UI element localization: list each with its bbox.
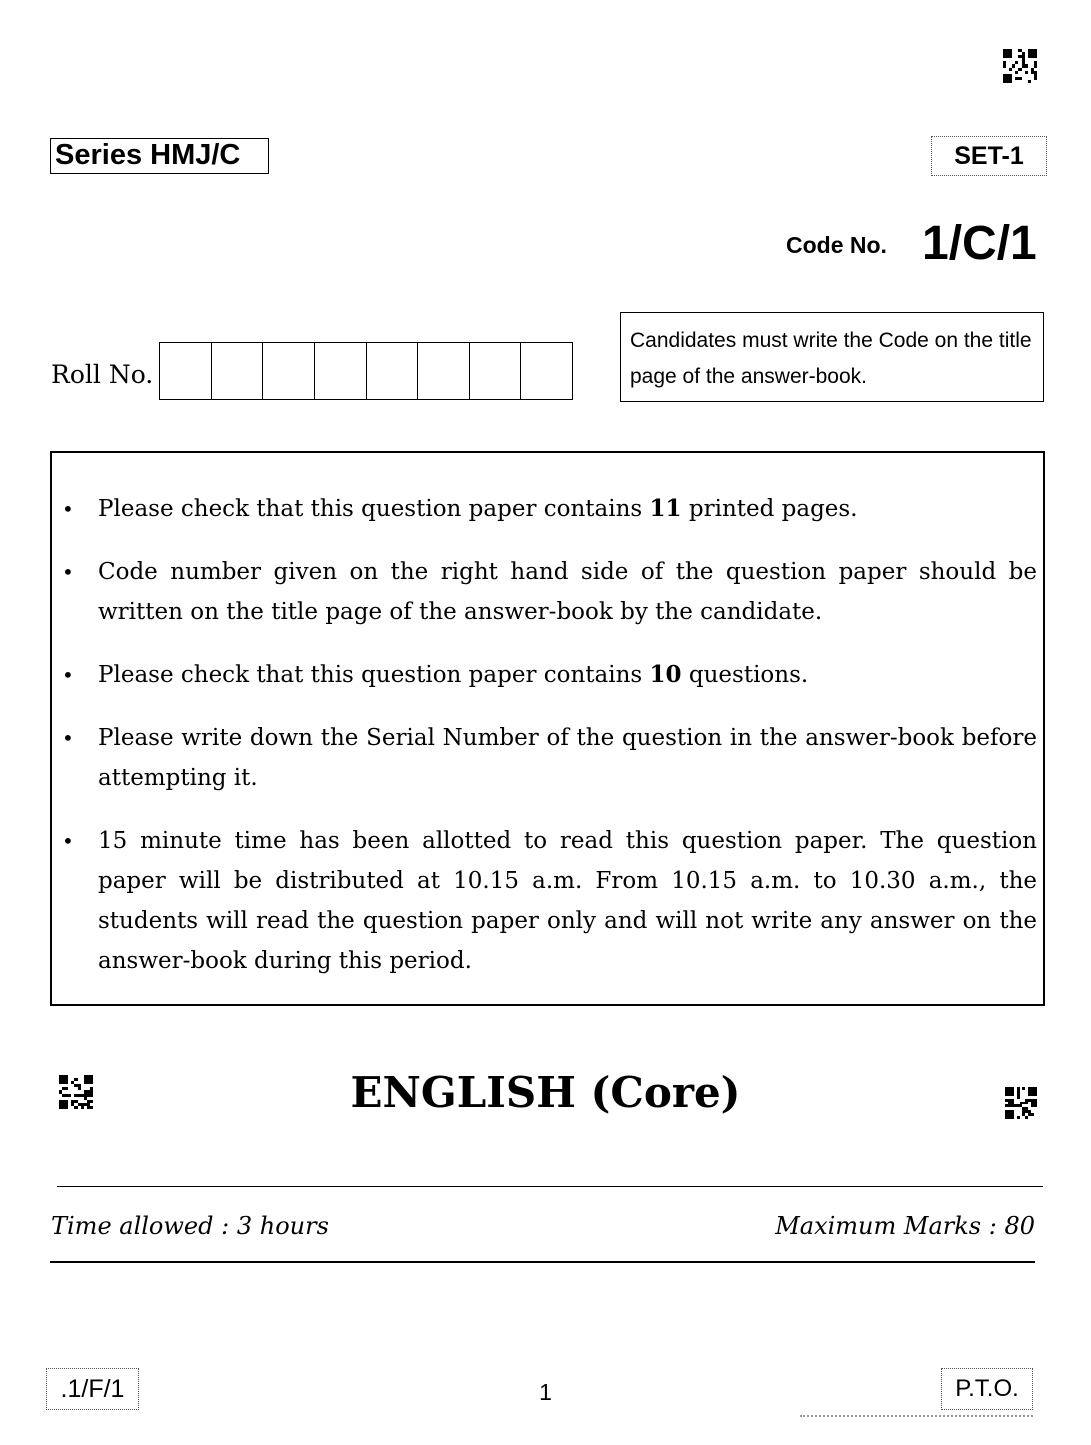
set-label: SET-1: [931, 136, 1047, 176]
series-label: Series HMJ/C: [50, 138, 269, 174]
code-label: Code No.: [786, 232, 887, 258]
instruction-item: [62, 489, 1037, 529]
code-value: 1/C/1: [922, 217, 1037, 270]
instruction-item: [62, 552, 1037, 632]
footer-dotted-line: [800, 1415, 1033, 1417]
footer-code: .1/F/1: [46, 1368, 139, 1410]
roll-number-cell[interactable]: [212, 343, 264, 399]
roll-number-label: Roll No.: [51, 360, 154, 389]
instruction-item: [62, 821, 1037, 981]
roll-number-grid[interactable]: [159, 342, 573, 400]
instruction-text: questions.: [681, 662, 809, 688]
candidate-note: Candidates must write the Code on the title page of the answer-book.: [620, 312, 1044, 402]
roll-number-cell[interactable]: [470, 343, 522, 399]
divider-top: [57, 1186, 1043, 1187]
time-allowed: Time allowed : 3 hours: [51, 1212, 329, 1240]
roll-number-cell[interactable]: [521, 343, 572, 399]
instruction-item: [62, 718, 1037, 798]
instruction-text: printed pages.: [681, 496, 858, 522]
instruction-text: Code number given on the right hand side of the question paper should be written on the title page of the answer-book by the candidate.: [98, 559, 1037, 625]
roll-number-cell[interactable]: [160, 343, 212, 399]
instruction-text: Please check that this question paper contains: [98, 662, 650, 688]
instruction-text: Please check that this question paper contains: [98, 496, 650, 522]
instruction-number: 11: [649, 495, 682, 522]
instructions-box: [50, 451, 1045, 1006]
page-number: 1: [539, 1379, 552, 1405]
maximum-marks: Maximum Marks : 80: [775, 1212, 1035, 1240]
instruction-number: 10: [649, 661, 682, 688]
qr-code-icon-right: [1005, 1087, 1037, 1119]
instructions-list: [62, 489, 1037, 1004]
subject-title: ENGLISH (Core): [350, 1068, 741, 1117]
instruction-text: 15 minute time has been allotted to read this question paper. The question paper will be distributed at 10.15 a.m. From 10.15 a.m. to 10.30 a.m., the students will read the question paper only and will not write any answer on the answer-book during this period.: [98, 828, 1037, 974]
divider-bottom: [50, 1261, 1035, 1263]
roll-number-cell[interactable]: [315, 343, 367, 399]
instruction-item: [62, 655, 1037, 695]
roll-number-cell[interactable]: [263, 343, 315, 399]
roll-number-cell[interactable]: [418, 343, 470, 399]
instruction-text: Please write down the Serial Number of the question in the answer-book before attempting it.: [98, 725, 1037, 791]
roll-number-cell[interactable]: [367, 343, 419, 399]
qr-code-icon-top: [1003, 49, 1037, 83]
pto-label: P.T.O.: [941, 1368, 1033, 1410]
